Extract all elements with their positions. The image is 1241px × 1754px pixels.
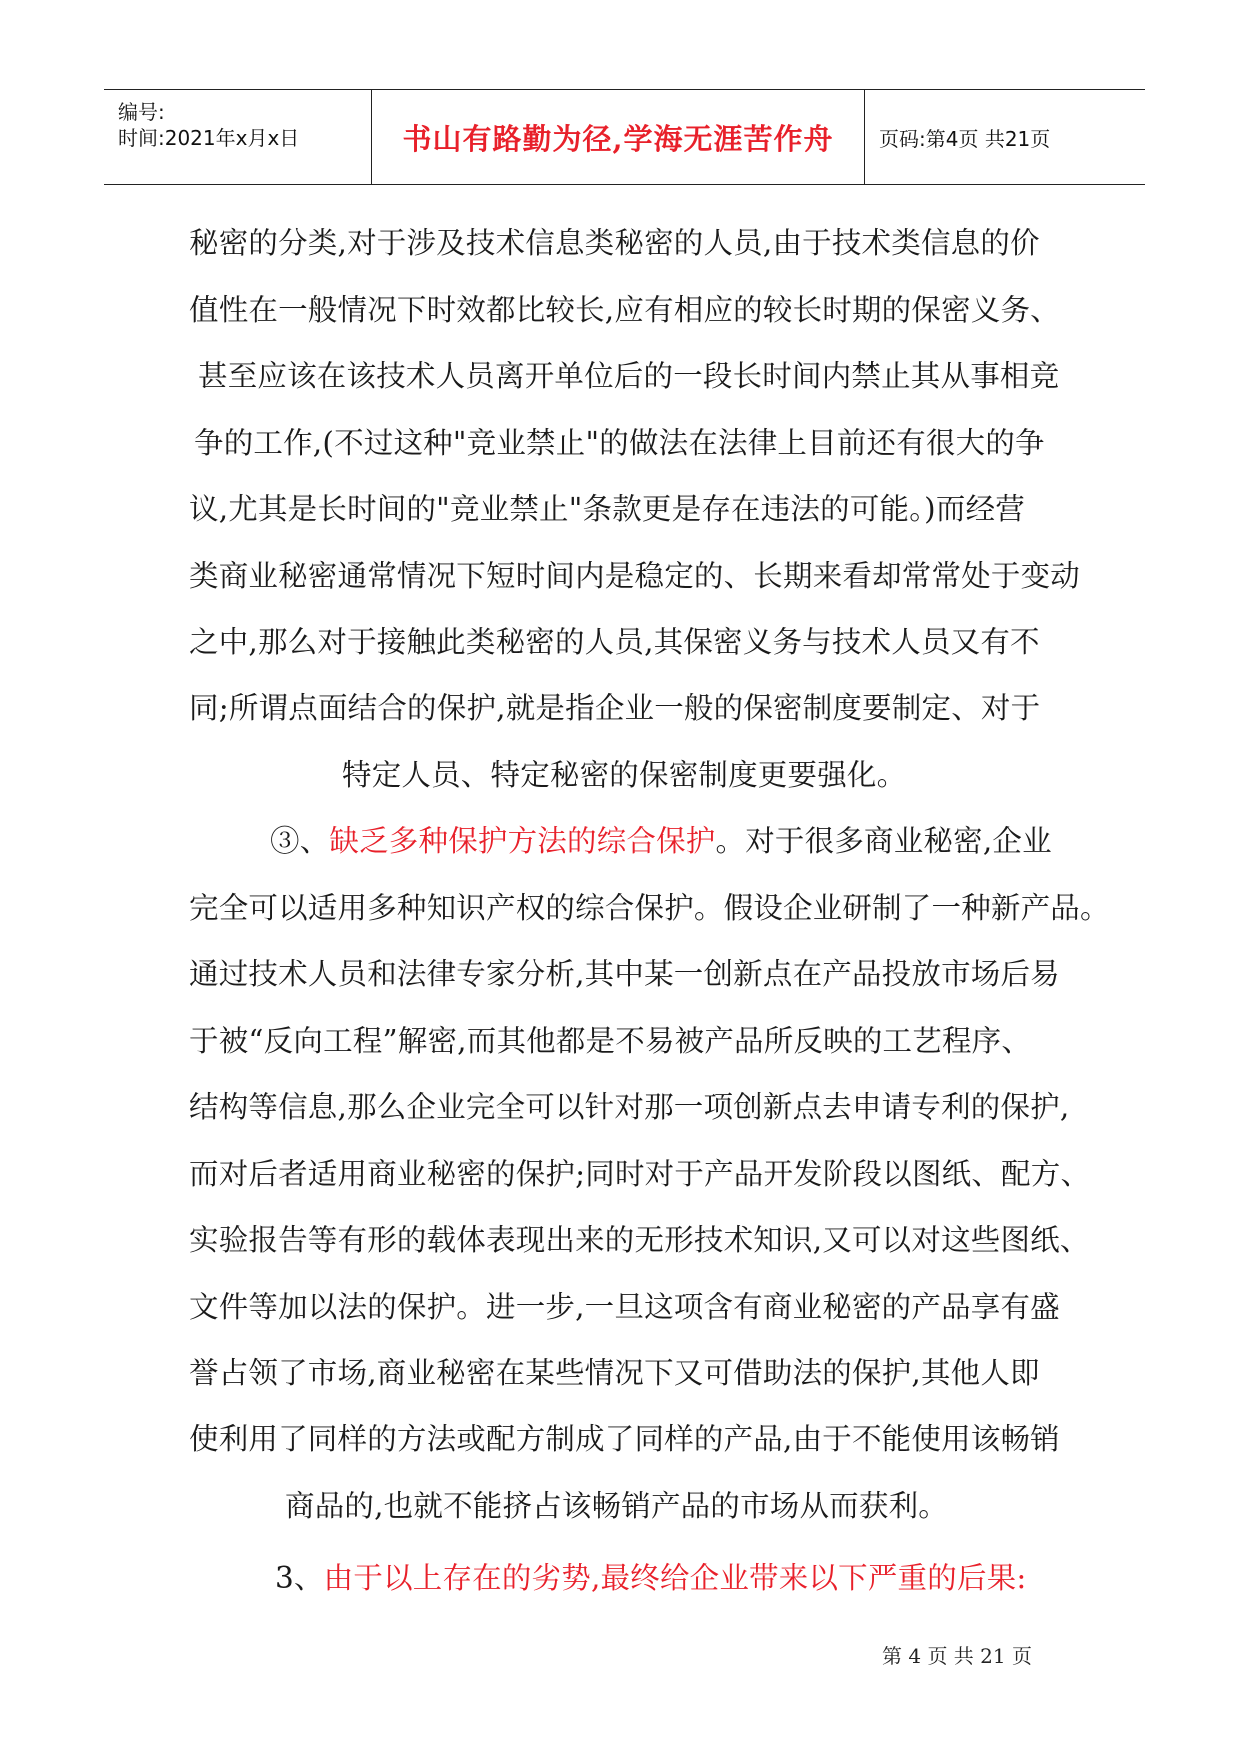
emphasis-text: 缺乏多种保护方法的综合保护	[329, 824, 716, 858]
body-line: 同;所谓点面结合的保护,就是指企业一般的保密制度要制定、对于	[189, 691, 1041, 725]
header-page-cell	[865, 90, 1145, 184]
body-text: 。对于很多商业秘密,企业	[715, 824, 1052, 858]
header-page-info: 页码:第4页 共21页	[879, 126, 1051, 151]
body-line: 使利用了同样的方法或配方制成了同样的产品,由于不能使用该畅销	[189, 1422, 1060, 1456]
body-line: 特定人员、特定秘密的保密制度更要强化。	[342, 758, 907, 792]
body-line: 甚至应该在该技术人员离开单位后的一段长时间内禁止其从事相竞	[198, 359, 1060, 393]
body-line: 值性在一般情况下时效都比较长,应有相应的较长时期的保密义务、	[189, 293, 1060, 327]
body-line: 商品的,也就不能挤占该畅销产品的市场从而获利。	[285, 1489, 948, 1523]
section-heading-text: 由于以上存在的劣势,最终给企业带来以下严重的后果:	[323, 1561, 1027, 1595]
document-time-label: 时间:2021年x月x日	[118, 126, 300, 150]
body-line: 秘密的分类,对于涉及技术信息类秘密的人员,由于技术类信息的价	[189, 226, 1040, 260]
body-line: 结构等信息,那么企业完全可以针对那一项创新点去申请专利的保护,	[189, 1090, 1070, 1124]
body-line: 类商业秘密通常情况下短时间内是稳定的、长期来看却常常处于变动	[189, 559, 1081, 593]
body-line: 完全可以适用多种知识产权的综合保护。假设企业研制了一种新产品。	[189, 891, 1110, 925]
body-line: 而对后者适用商业秘密的保护;同时对于产品开发阶段以图纸、配方、	[189, 1157, 1091, 1191]
body-line: 实验报告等有形的载体表现出来的无形技术知识,又可以对这些图纸、	[189, 1223, 1090, 1257]
list-marker: ③、	[270, 824, 330, 858]
page-footer: 第 4 页 共 21 页	[882, 1644, 1032, 1668]
body-line: 争的工作,(不过这种"竞业禁止"的做法在法律上目前还有很大的争	[194, 426, 1045, 460]
body-line-emphasis	[270, 823, 1052, 859]
body-line: 誉占领了市场,商业秘密在某些情况下又可借助法的保护,其他人即	[189, 1356, 1040, 1390]
header-left-cell	[104, 90, 372, 184]
header-motto: 书山有路勤为径,学海无涯苦作舟	[402, 121, 834, 156]
body-line: 于被“反向工程”解密,而其他都是不易被产品所反映的工艺程序、	[189, 1024, 1032, 1058]
body-line: 之中,那么对于接触此类秘密的人员,其保密义务与技术人员又有不	[189, 625, 1040, 659]
body-line: 文件等加以法的保护。进一步,一旦这项含有商业秘密的产品享有盛	[189, 1290, 1060, 1324]
header-motto-cell	[372, 90, 865, 184]
document-number-label: 编号:	[118, 100, 165, 124]
document-header	[104, 89, 1145, 185]
body-line: 通过技术人员和法律专家分析,其中某一创新点在产品投放市场后易	[189, 957, 1060, 991]
section-heading	[275, 1560, 1027, 1596]
section-number: 3、	[275, 1561, 324, 1595]
body-line: 议,尤其是长时间的"竞业禁止"条款更是存在违法的可能。)而经营	[189, 492, 1025, 526]
